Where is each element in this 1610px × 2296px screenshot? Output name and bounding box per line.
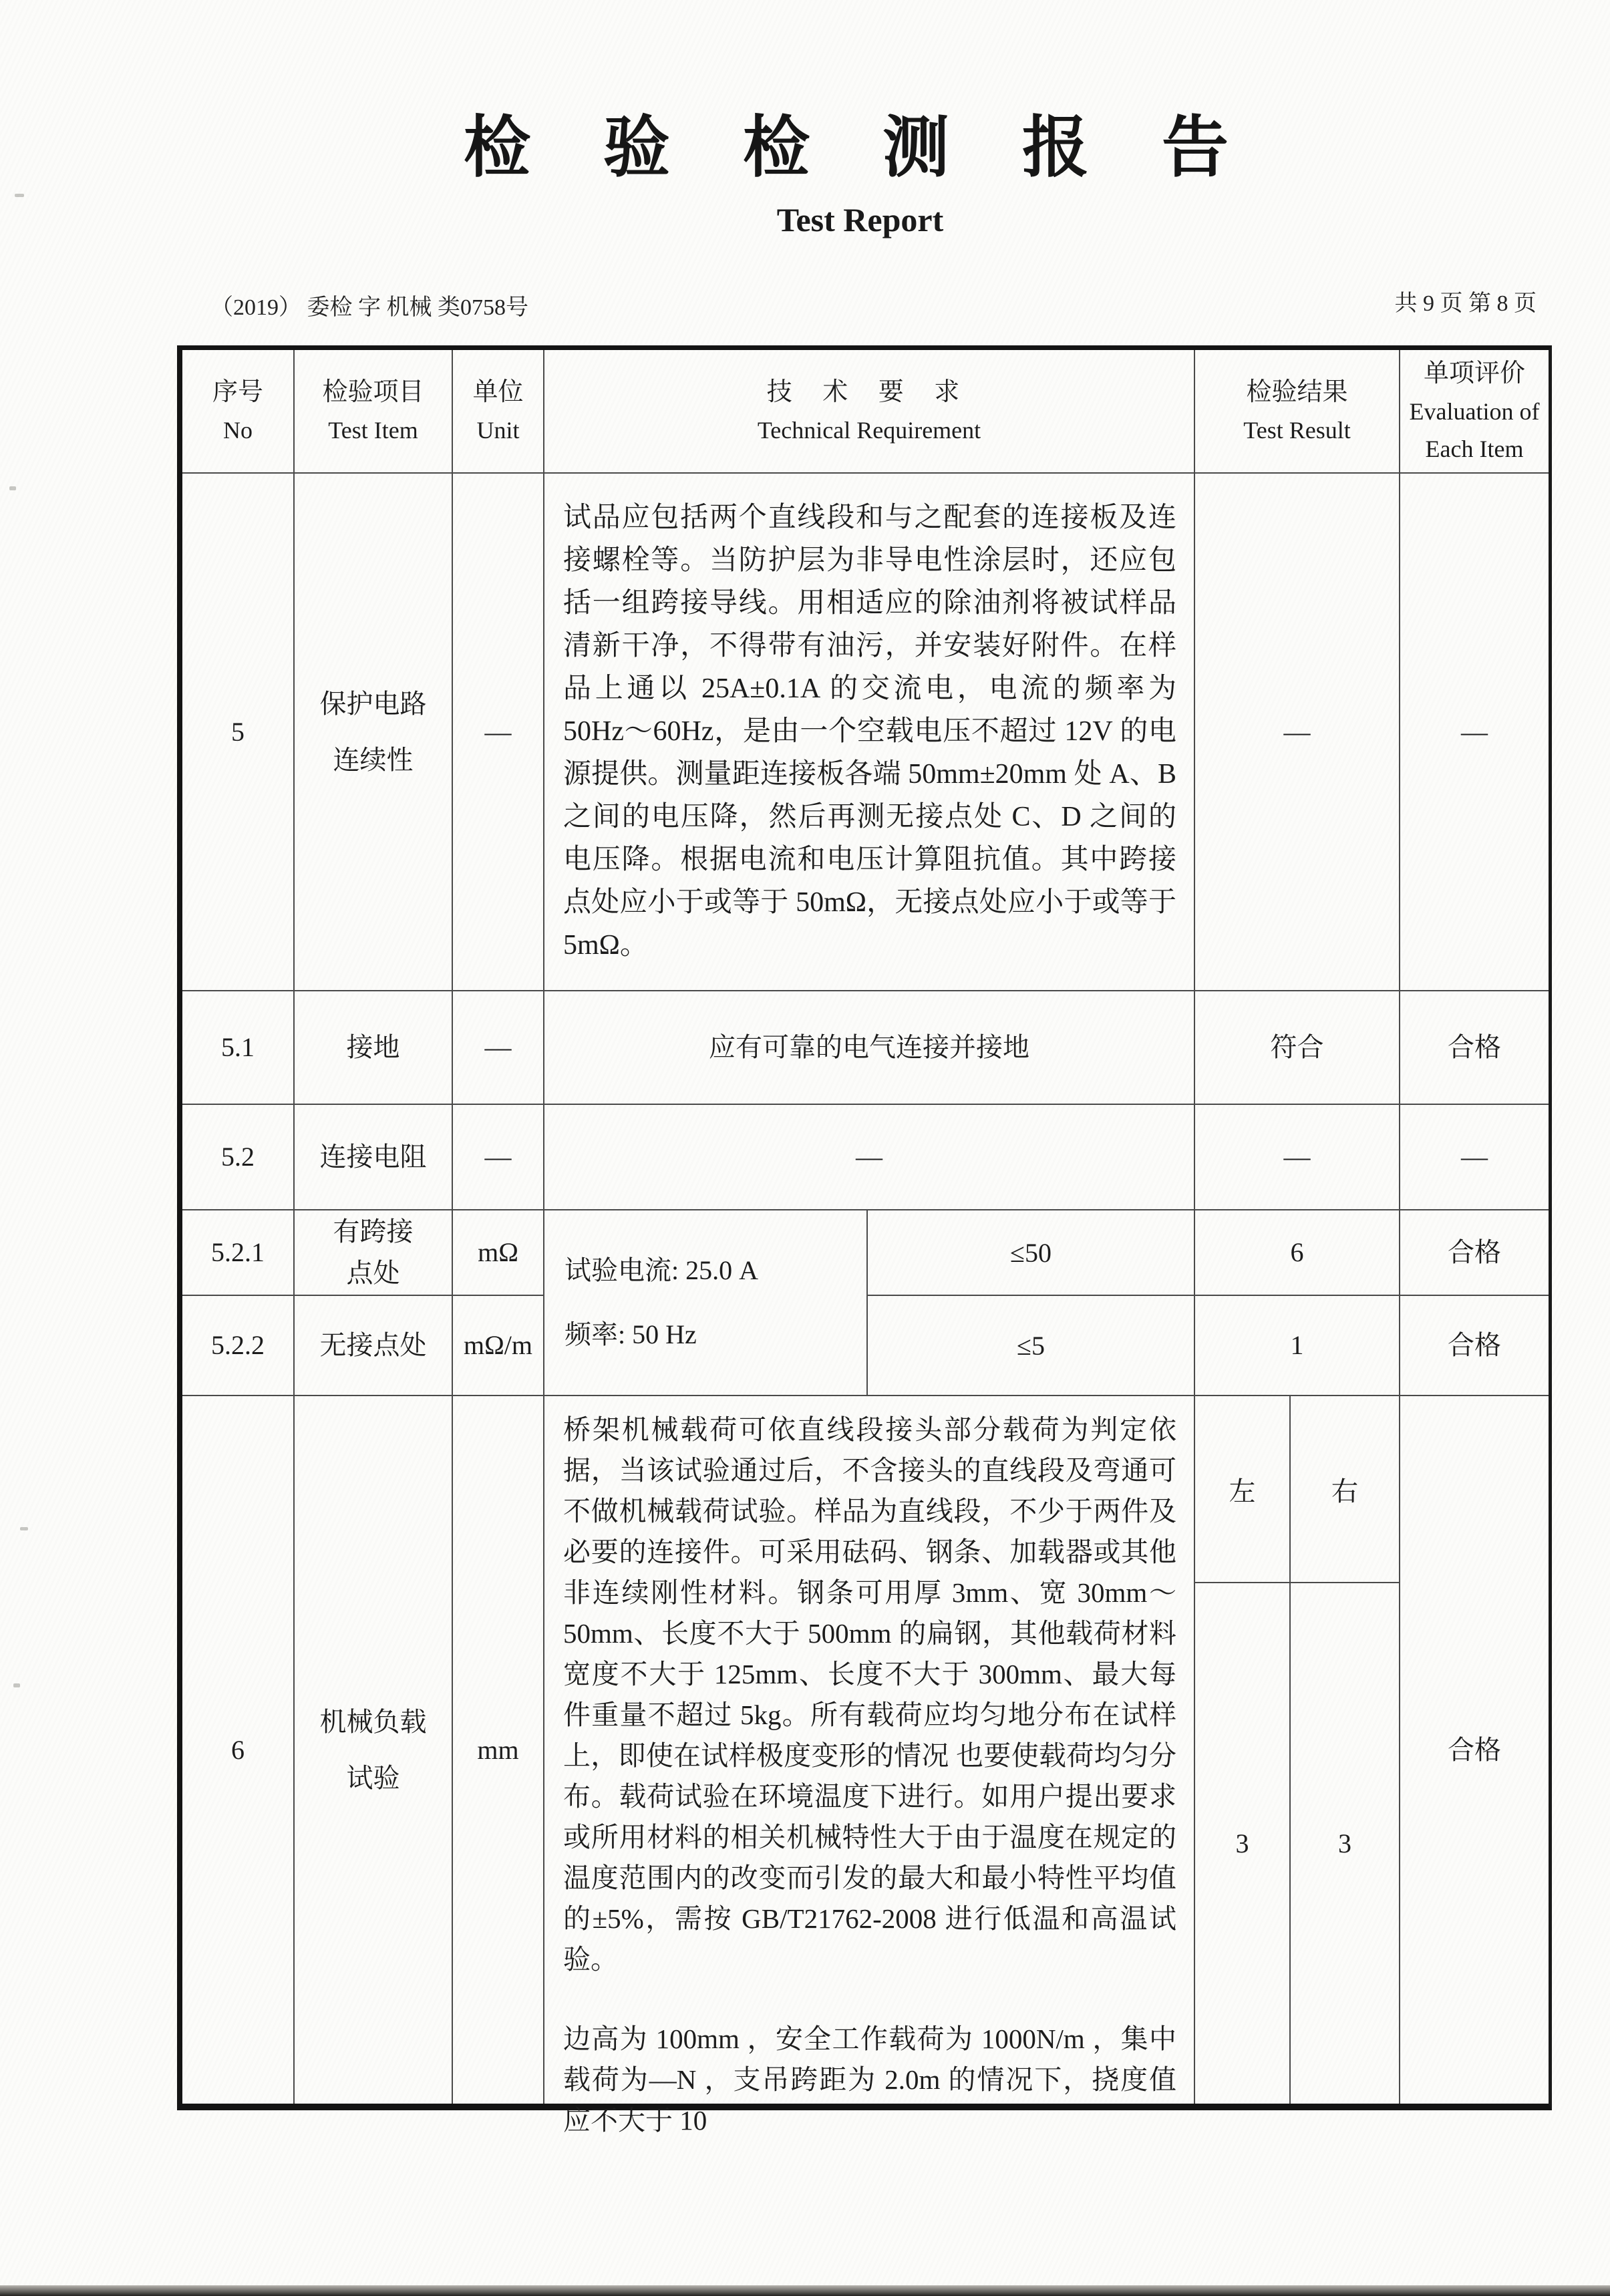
row5-item [295,474,453,991]
row5-1-evaluation: 合格 [1400,991,1549,1105]
row6-unit: mm [453,1396,544,2104]
shared-condition-cell [544,1210,1195,1396]
row5-1-item: 接地 [295,991,453,1105]
header-unit [453,350,544,474]
header-test-result-en: Test Result [1243,417,1351,444]
header-test-result-cn: 检验结果 [1246,378,1348,407]
row6-result-header-left: 左 [1195,1396,1291,1583]
row6-item [295,1396,453,2104]
row5-2-result: — [1195,1105,1400,1210]
row6-no: 6 [182,1396,295,2104]
row5-2-1-unit: mΩ [453,1210,544,1296]
scan-speck [9,486,16,490]
row5-2-2-no: 5.2.2 [182,1296,295,1396]
header-unit-en: Unit [476,417,520,444]
header-test-item [295,350,453,474]
header-evaluation-en2: Each Item [1425,435,1524,462]
shared-condition-current: 试验电流: 25.0 A [565,1255,758,1285]
row6-item-line2: 试验 [346,1762,400,1793]
report-number: （2019） 委检 字 机械 类0758号 [210,295,528,320]
row6-requirement-para2: 边高为 100mm ，安全工作载荷为 1000N/m ，集中载荷为—N ，支吊跨距为 2.0m 的情况下，挠度值应不大于 10 [563,2023,1176,2136]
shared-condition-frequency: 频率: 50 Hz [565,1319,697,1349]
row5-1-requirement: 应有可靠的电气连接并接地 [544,991,1195,1105]
row6-evaluation: 合格 [1448,1734,1501,1765]
row5-2-2-evaluation: 合格 [1400,1296,1549,1396]
row5-2-no: 5.2 [182,1105,295,1210]
row5-2-unit: — [453,1105,544,1210]
header-test-item-cn: 检验项目 [322,378,424,407]
row5-2-1-limit: ≤50 [868,1210,1194,1296]
row5-2-2-unit: mΩ/m [453,1296,544,1396]
header-no-cn: 序号 [212,378,263,407]
header-evaluation-cn: 单项评价 [1423,359,1525,388]
header-evaluation [1400,350,1549,474]
header-technical-requirement-en: Technical Requirement [757,417,981,444]
row5-1-no: 5.1 [182,991,295,1105]
row5-2-2-result: 1 [1195,1296,1400,1396]
row5-2-1-item-line2: 点处 [346,1258,400,1288]
test-result-table [177,345,1552,2136]
row5-2-2-item: 无接点处 [295,1296,453,1396]
row5-2-1-evaluation: 合格 [1400,1210,1549,1296]
row6-result-right-value: 3 [1338,1828,1351,1858]
header-technical-requirement [544,350,1195,474]
row5-item-line2: 连续性 [333,744,414,775]
header-evaluation-en1: Evaluation of [1409,398,1540,426]
row5-1-unit: — [453,991,544,1105]
row5-2-requirement: — [544,1105,1195,1210]
row5-1-result: 符合 [1195,991,1400,1105]
row5-2-evaluation: — [1400,1105,1549,1210]
header-test-result [1195,350,1400,474]
header-test-item-en: Test Item [328,417,418,444]
scan-speck [20,1527,28,1530]
header-no-en: No [223,417,253,444]
row6-result-left-value: 3 [1195,1583,1291,2104]
header-unit-cn: 单位 [472,378,524,407]
row5-2-2-limit: ≤5 [1017,1330,1045,1361]
row5-2-1-no: 5.2.1 [182,1210,295,1296]
row5-unit: — [453,474,544,991]
row5-requirement: 试品应包括两个直线段和与之配套的连接板及连接螺栓等。当防护层为非导电性涂层时，还应包括一组跨接导线。用相适应的除油剂将被试样品清新干净，不得带有油污，并安装好附件。在样品上通以 25A±0.1A 的交流电，电流的频率为 50Hz～60Hz，是由一个空载电压不超过 12V 的电源提供。测量距连接板各端 50mm±20mm 处 A、B 之间的电压降，然后再测无接点处 C、D 之间的电压降。根据电流和电压计算阻抗值。其中跨接点处应小于或等于 50mΩ，无接点处应小于或等于 5mΩ。 [544,474,1195,991]
row5-no: 5 [182,474,295,991]
scan-bottom-edge [0,2285,1610,2296]
row6-result-cell [1195,1396,1400,2104]
row5-evaluation: — [1400,474,1549,991]
row5-2-1-result: 6 [1195,1210,1400,1296]
header-no [182,350,295,474]
row5-2-1-item [295,1210,453,1296]
row6-requirement-para1: 桥架机械载荷可依直线段接头部分载荷为判定依据，当该试验通过后，不含接头的直线段及弯通可不做机械载荷试验。样品为直线段，不少于两件及必要的连接件。可采用砝码、钢条、加载器或其他非连续刚性材料。钢条可用厚 3mm、宽 30mm～50mm、长度不大于 500mm 的扁钢，其他载荷材料宽度不大于 125mm、长度不大于 300mm、最大每件重量不超过 5kg。所有载荷应均匀地分布在试样上，即使在试样极度变形的情况 也要使载荷均匀分布。载荷试验在环境温度下进行。如用户提出要求或所用材料的相关机械特性大于由于温度在规定的温度范围内的改变而引发的最大和最小特性平均值的±5%，需按 GB/T21762-2008 进行低温和高温试验。 [563,1414,1176,1975]
row5-2-item: 连接电阻 [295,1105,453,1210]
report-title-cn: 检 验 检 测 报 告 [464,111,1257,185]
scan-speck [15,194,24,197]
row6-item-line1: 机械负载 [319,1706,427,1737]
row5-result: — [1195,474,1400,991]
row6-requirement [544,1396,1195,2136]
report-title-en: Test Report [776,201,944,238]
row5-item-line1: 保护电路 [319,688,427,719]
row5-2-1-item-line1: 有跨接 [333,1216,414,1247]
shared-condition-text [544,1210,868,1395]
header-technical-requirement-cn: 技 术 要 求 [766,378,972,407]
row6-result-header-right: 右 [1291,1396,1399,1583]
scan-speck [13,1683,20,1687]
page-indicator: 共 9 页 第 8 页 [1394,291,1537,316]
